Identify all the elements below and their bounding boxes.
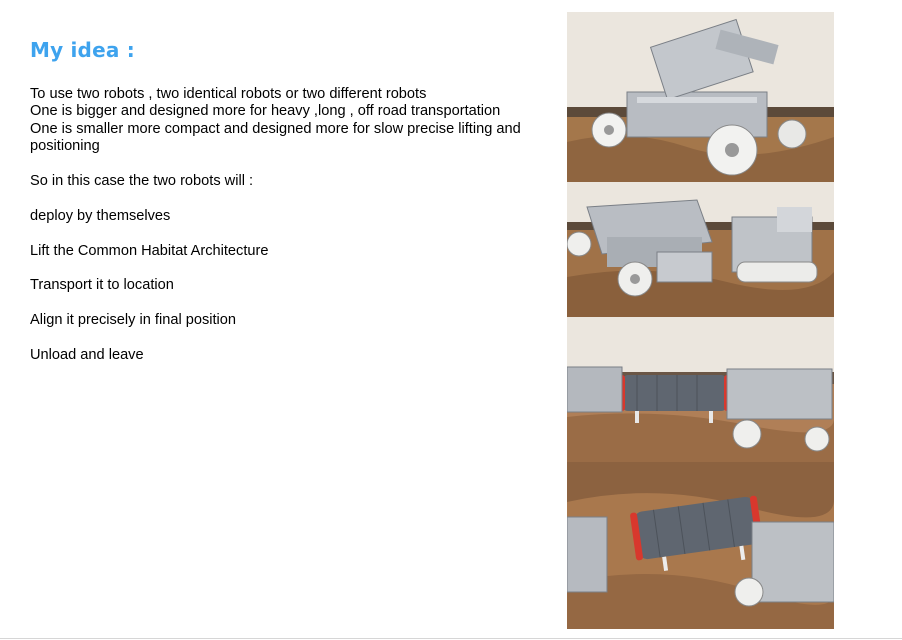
- body-line: Unload and leave: [30, 347, 144, 363]
- photo-column: [567, 12, 834, 629]
- body-line: Transport it to location: [30, 277, 174, 294]
- habitat-lift-photo: [567, 317, 834, 462]
- two-robots-photo: [567, 182, 834, 317]
- body-line: Lift the Common Habitat Architecture: [30, 242, 269, 259]
- slide-bottom-border: [0, 638, 902, 639]
- body-line: One is smaller more compact and designed more for slow precise lifting and positioning: [30, 120, 521, 155]
- body-text: [30, 86, 550, 364]
- body-line: So in this case the two robots will :: [30, 173, 254, 190]
- body-line: Align it precisely in final position: [30, 312, 237, 329]
- slide-title: My idea :: [30, 38, 135, 62]
- habitat-align-photo: [567, 462, 834, 629]
- body-line: One is bigger and designed more for heavy ,long , off road transportation: [30, 103, 501, 120]
- body-line: To use two robots , two identical robots or two different robots: [30, 86, 427, 102]
- body-line: deploy by themselves: [30, 207, 171, 224]
- robot-arm-photo: [567, 12, 834, 182]
